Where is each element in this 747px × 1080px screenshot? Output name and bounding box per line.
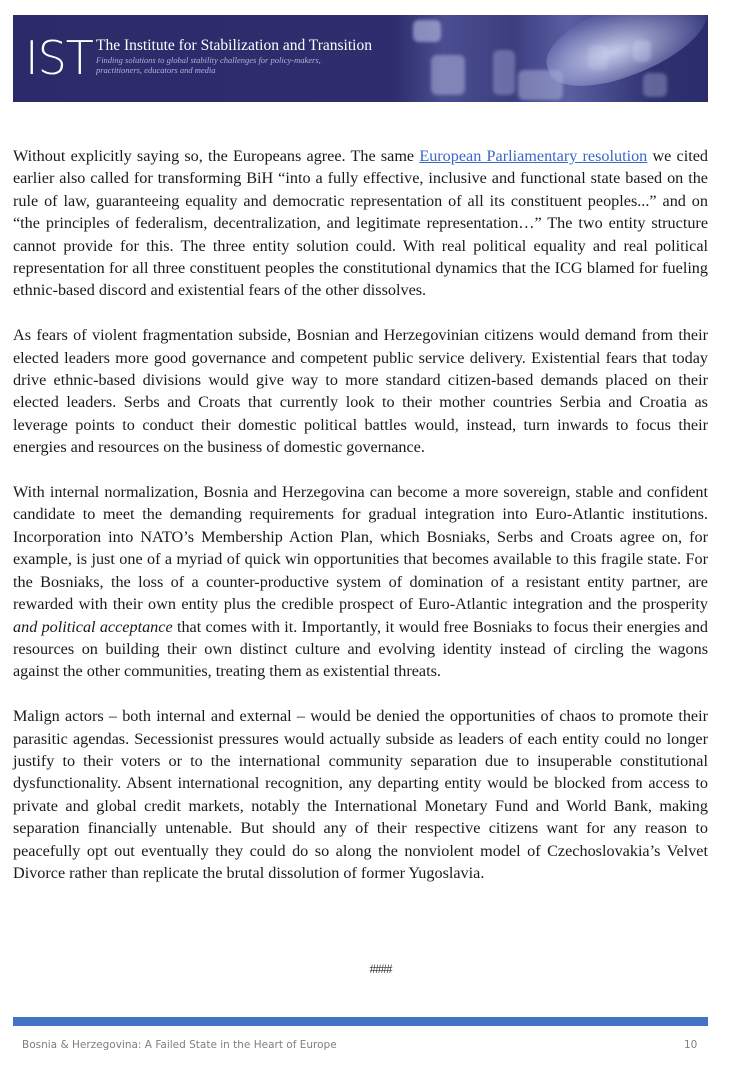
document-body bbox=[13, 145, 708, 907]
ist-logo: IST bbox=[25, 31, 93, 85]
header-banner bbox=[13, 15, 708, 102]
paragraph-text: With internal normalization, Bosnia and Herzegovina can become a more sovereign, stable and confident candidate to meet the demanding requirements for gradual integration into Euro-Atlantic institutions. Incorporation into NATO’s Membership Action Plan, which Bosniaks, Serbs and Croats agree on, for example, is just one of a myriad of quick win opportunities that becomes available to this fragile state. For the Bosniaks, the loss of a counter-productive system of domination of a resistant entity partner, are rewarded with their own entity plus the credible prospect of Euro-Atlantic integration and the prosperity bbox=[13, 483, 708, 614]
paragraph-4: Malign actors – both internal and external – would be denied the opportunities of chaos to promote their parasitic agendas. Secessionist pressures would actually subside as leaders of each entity could no longer justify to their voters or to the international community separation due to insuperable constitutional dysfunctionality. Absent international recognition, any departing entity would be blocked from access to private and global credit markets, notably the International Monetary Fund and World Bank, making separation financially untenable. But should any of their respective citizens want for any reason to peacefully opt out eventually they could do so along the nonviolent model of Czechoslovakia’s Velvet Divorce rather than replicate the brutal dissolution of former Yugoslavia. bbox=[13, 707, 708, 882]
paragraph-text: Without explicitly saying so, the Europeans agree. The same bbox=[13, 147, 420, 165]
puzzle-piece-image bbox=[643, 73, 667, 97]
paragraph-2: As fears of violent fragmentation subside, Bosnian and Herzegovinian citizens would demand from their elected leaders more good governance and competent public service delivery. Existential fears that today drive ethnic-based divisions would give way to more standard citizen-based demands placed on their elected leaders. Serbs and Croats that currently look to their mother countries Serbia and Croatia as leverage points to conduct their domestic political battles would, instead, turn inwards to focus their energies and resources on the business of domestic governance. bbox=[13, 326, 708, 457]
org-tagline: Finding solutions to global stability challenges for policy-makers, practitioners, educators and media bbox=[96, 55, 321, 75]
paragraph-1 bbox=[13, 145, 708, 302]
end-mark: #### bbox=[369, 961, 392, 976]
footer-divider-bar bbox=[13, 1017, 708, 1026]
puzzle-piece-image bbox=[493, 50, 515, 95]
puzzle-piece-image bbox=[431, 55, 465, 95]
paragraph-text: we cited earlier also called for transforming BiH “into a fully effective, inclusive and functional state based on the rule of law, guaranteeing equality and democratic representation of all its constituent peoples...” and on “the principles of federalism, decentralization, and legitimate representation…” The two entity structure cannot provide for this. The three entity solution could. With real political equality and real political representation for all three constituent peoples the constitutional dynamics that the ICG blamed for fueling ethnic-based discord and existential fears of the other dissolves. bbox=[13, 147, 708, 300]
italic-emphasis: and political acceptance bbox=[13, 617, 173, 636]
footer-title: Bosnia & Herzegovina: A Failed State in the Heart of Europe bbox=[22, 1039, 337, 1051]
paragraph-text: that comes with it. Importantly, it would free Bosniaks to focus their energies and resources on building their own distinct culture and evolving identity instead of circling the wagons against the other communities, treating them as existential threats. bbox=[13, 617, 709, 681]
puzzle-piece-image bbox=[413, 20, 441, 42]
page-number: 10 bbox=[684, 1039, 698, 1051]
paragraph-3 bbox=[13, 481, 708, 683]
org-name: The Institute for Stabilization and Transition bbox=[96, 37, 372, 54]
european-parliamentary-resolution-link[interactable]: European Parliamentary resolution bbox=[419, 147, 648, 165]
